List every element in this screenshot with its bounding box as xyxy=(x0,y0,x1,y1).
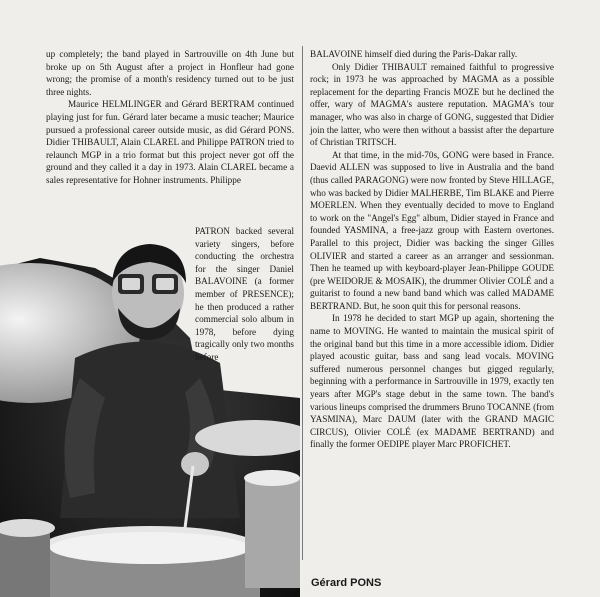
right-paragraph-4: In 1978 he decided to start MGP up again, shortening the name to MOVING. He wanted to maintain the musical spirit of the original band but this time in a more accessible idiom. Didier played acoustic guitar, bass and sang lead vocals. MOVING suffered numerous personnel changes but gigged regularly, beginning with a performance in Sartrouville in 1979, exactly ten years after MGP's stage debut in the same town. The band's various lineups comprised the drummers Bruno TOCANNE (from YASMINA), Marc DAUM (later with the GRAND MAGIC CIRCUS), Olivier COLÉ (ex MADAME BERTRAND) and finally the former OEDIPE player Marc PROFICHET. xyxy=(310,313,554,450)
left-paragraph-2-continued: PATRON backed several variety singers, before conducting the orchestra for the singer Daniel BALAVOINE (a former member of PRESENCE); he then produced a rather commercial solo album in 1978, before dying tragically only two months before xyxy=(195,226,294,362)
right-paragraph-3: At that time, in the mid-70s, GONG were based in France. Daevid ALLEN was supposed to live in Australia and the band (thus called PARAGONG) were now fronted by Steve HILLAGE, who was backed by Didier MALHERBE, Tim BLAKE and Pierre MOERLEN. When they eventually decided to move to England to work on the "Angel's Egg" album, Didier stayed in France and founded YASMINA, a free-jazz group with Eastern overtones. Parallel to this project, Didier was backing the singer Gilles OLIVIER and started a career as an arranger and sessionman. Then he teamed up with keyboard-player Jean-Philippe GOUDE (pre WEIDORJE & MOSAIK), the drummer Olivier COLÉ and a guitarist to found a new band band which was called MADAME BERTRAND. But, he soon quit this for personal reasons. xyxy=(310,149,554,311)
left-column xyxy=(46,48,294,187)
left-paragraph-1: up completely; the band played in Sartrouville on 4th June but broke up on 5th August after a project in Honfleur had gone wrong; the promise of a month's residency turned out to be just three nights. xyxy=(46,49,294,97)
right-column xyxy=(310,48,554,451)
column-divider xyxy=(302,46,303,560)
left-paragraph-2: Maurice HELMLINGER and Gérard BERTRAM continued playing just for fun. Gérard later became a music teacher; Maurice pursued a professional career outside music, as did Gérard PONS. Didier THIBAULT, Alain CLAREL and Philippe PATRON tried to relaunch MGP in a trio format but this project never got off the ground and they called it a day in 1973. Alain CLAREL became a sales representative for Hohner instruments. Philippe xyxy=(46,99,294,185)
right-paragraph-2: Only Didier THIBAULT remained faithful to progressive rock; in 1973 he was approached by MAGMA as a possible replacement for the departing Francis MOZE but he declined the offer, wary of MAGMA's austere reputation. MAGMA's tour manager, who was also in charge of GONG, suggested that Didier join the latter, who were then without a bassist after the departure of Christian TRITSCH. xyxy=(310,61,554,148)
photo-caption: Gérard PONS xyxy=(311,577,382,589)
right-paragraph-1: BALAVOINE himself died during the Paris-Dakar rally. xyxy=(310,49,518,59)
left-wrapped-text xyxy=(195,225,294,364)
